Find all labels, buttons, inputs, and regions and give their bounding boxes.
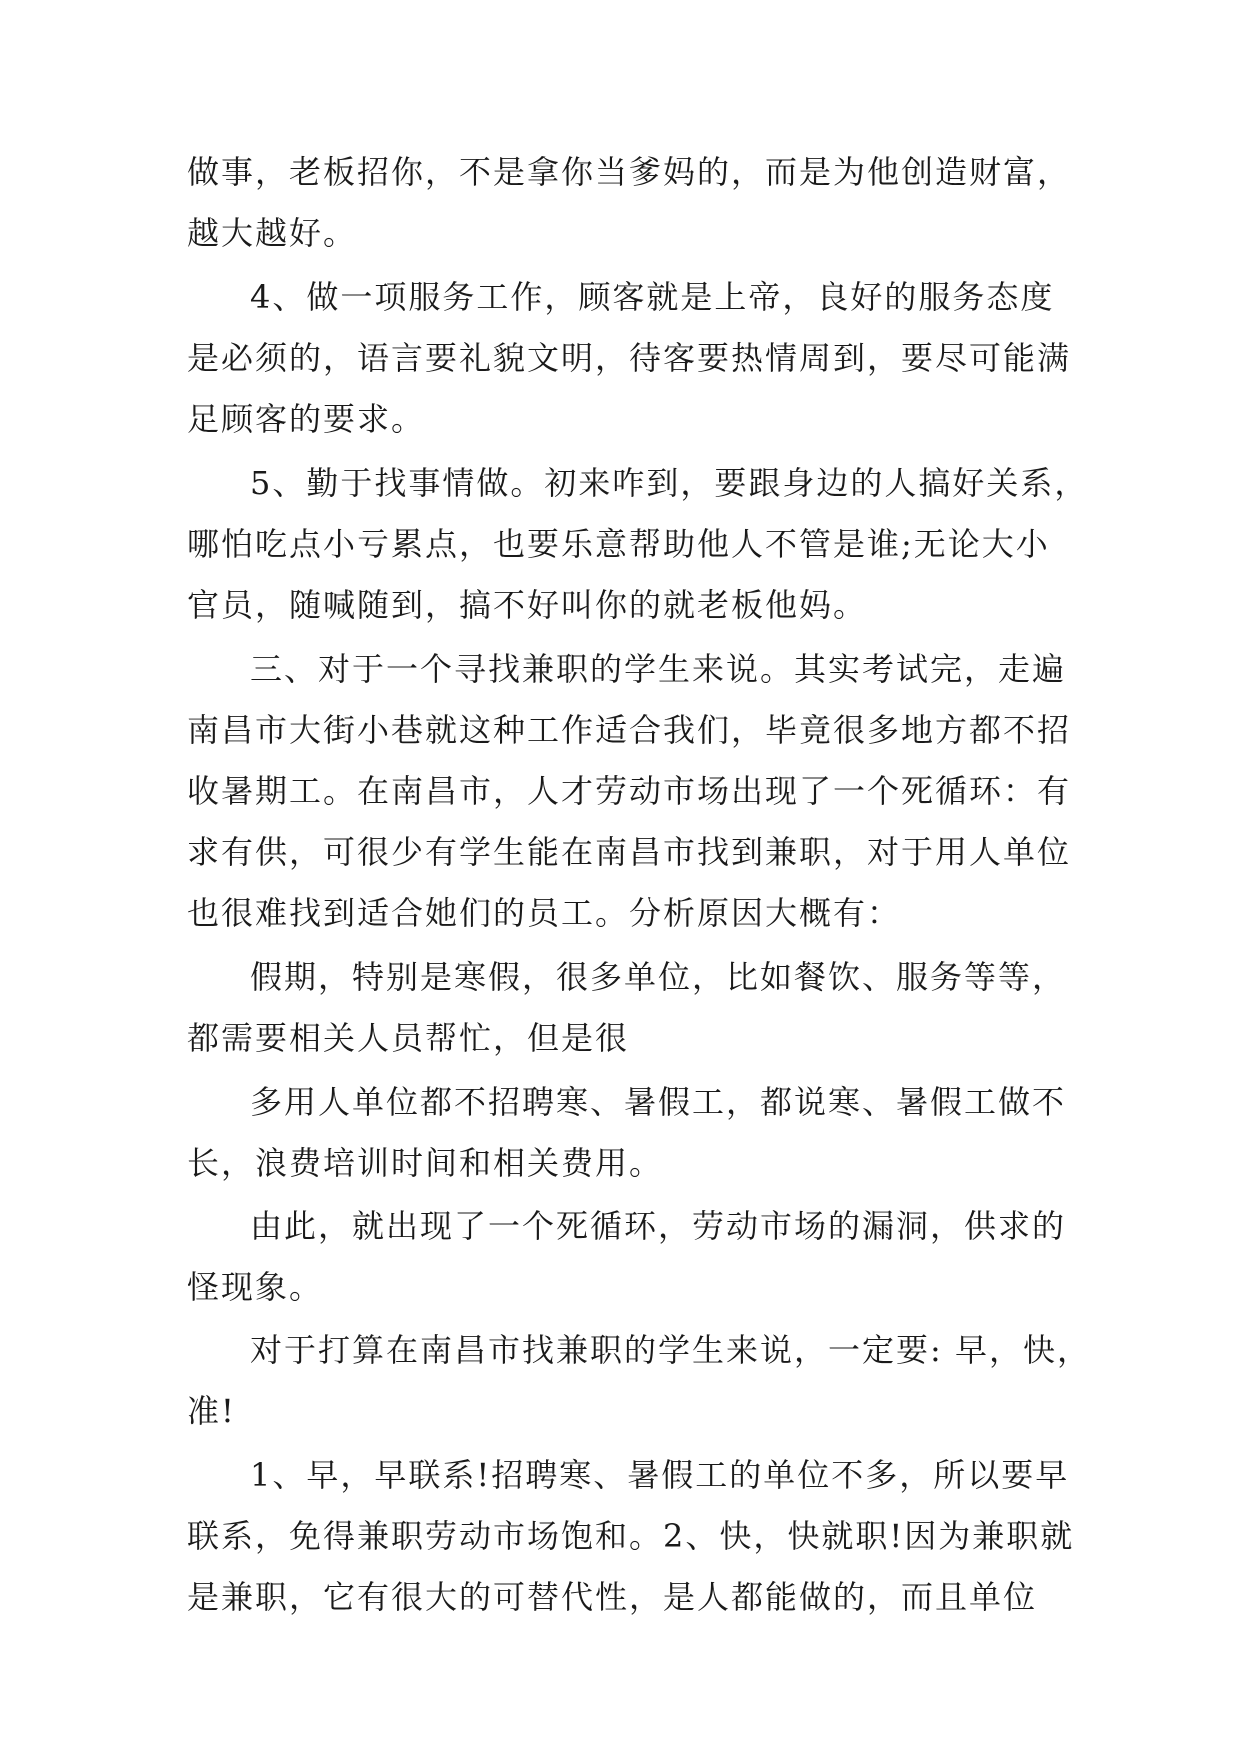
paragraph-line: 怪现象。 [187,1268,324,1306]
paragraph-line: 做事，老板招你，不是拿你当爹妈的，而是为他创造财富， [187,153,1072,191]
paragraph-line: 足顾客的要求。 [187,400,426,438]
paragraph-line: 准! [187,1392,236,1430]
paragraph-line: 是兼职，它有很大的可替代性，是人都能做的，而且单位 [187,1578,1038,1616]
paragraph-line: 对于打算在南昌市找兼职的学生来说，一定要: 早，快， [250,1331,1091,1369]
paragraph-line: 求有供，可很少有学生能在南昌市找到兼职，对于用人单位 [187,833,1072,871]
paragraph-line: 官员，随喊随到，搞不好叫你的就老板他妈。 [187,586,868,624]
paragraph-line: 5、勤于找事情做。初来咋到，要跟身边的人搞好关系， [250,464,1089,502]
paragraph-line: 是必须的，语言要礼貌文明，待客要热情周到，要尽可能满 [187,339,1072,377]
paragraph-line: 都需要相关人员帮忙，但是很 [187,1019,630,1057]
paragraph-line: 收暑期工。在南昌市，人才劳动市场出现了一个死循环：有 [187,772,1072,810]
paragraph-line: 哪怕吃点小亏累点，也要乐意帮助他人不管是谁;无论大小 [187,525,1050,563]
paragraph-line: 由此，就出现了一个死循环，劳动市场的漏洞，供求的 [250,1207,1067,1245]
paragraph-line: 4、做一项服务工作，顾客就是上帝，良好的服务态度 [250,278,1055,316]
paragraph-line: 假期，特别是寒假，很多单位，比如餐饮、服务等等， [250,958,1067,996]
paragraph-line: 也很难找到适合她们的员工。分析原因大概有： [187,894,902,932]
paragraph-line: 三、对于一个寻找兼职的学生来说。其实考试完，走遍 [250,650,1067,688]
paragraph-line: 多用人单位都不招聘寒、暑假工，都说寒、暑假工做不 [250,1083,1067,1121]
paragraph-line: 联系，免得兼职劳动市场饱和。2、快，快就职!因为兼职就 [187,1517,1075,1555]
paragraph-line: 南昌市大街小巷就这种工作适合我们，毕竟很多地方都不招 [187,711,1072,749]
paragraph-line: 1、早，早联系!招聘寒、暑假工的单位不多，所以要早 [250,1456,1070,1494]
paragraph-line: 长，浪费培训时间和相关费用。 [187,1144,664,1182]
paragraph-line: 越大越好。 [187,214,358,252]
